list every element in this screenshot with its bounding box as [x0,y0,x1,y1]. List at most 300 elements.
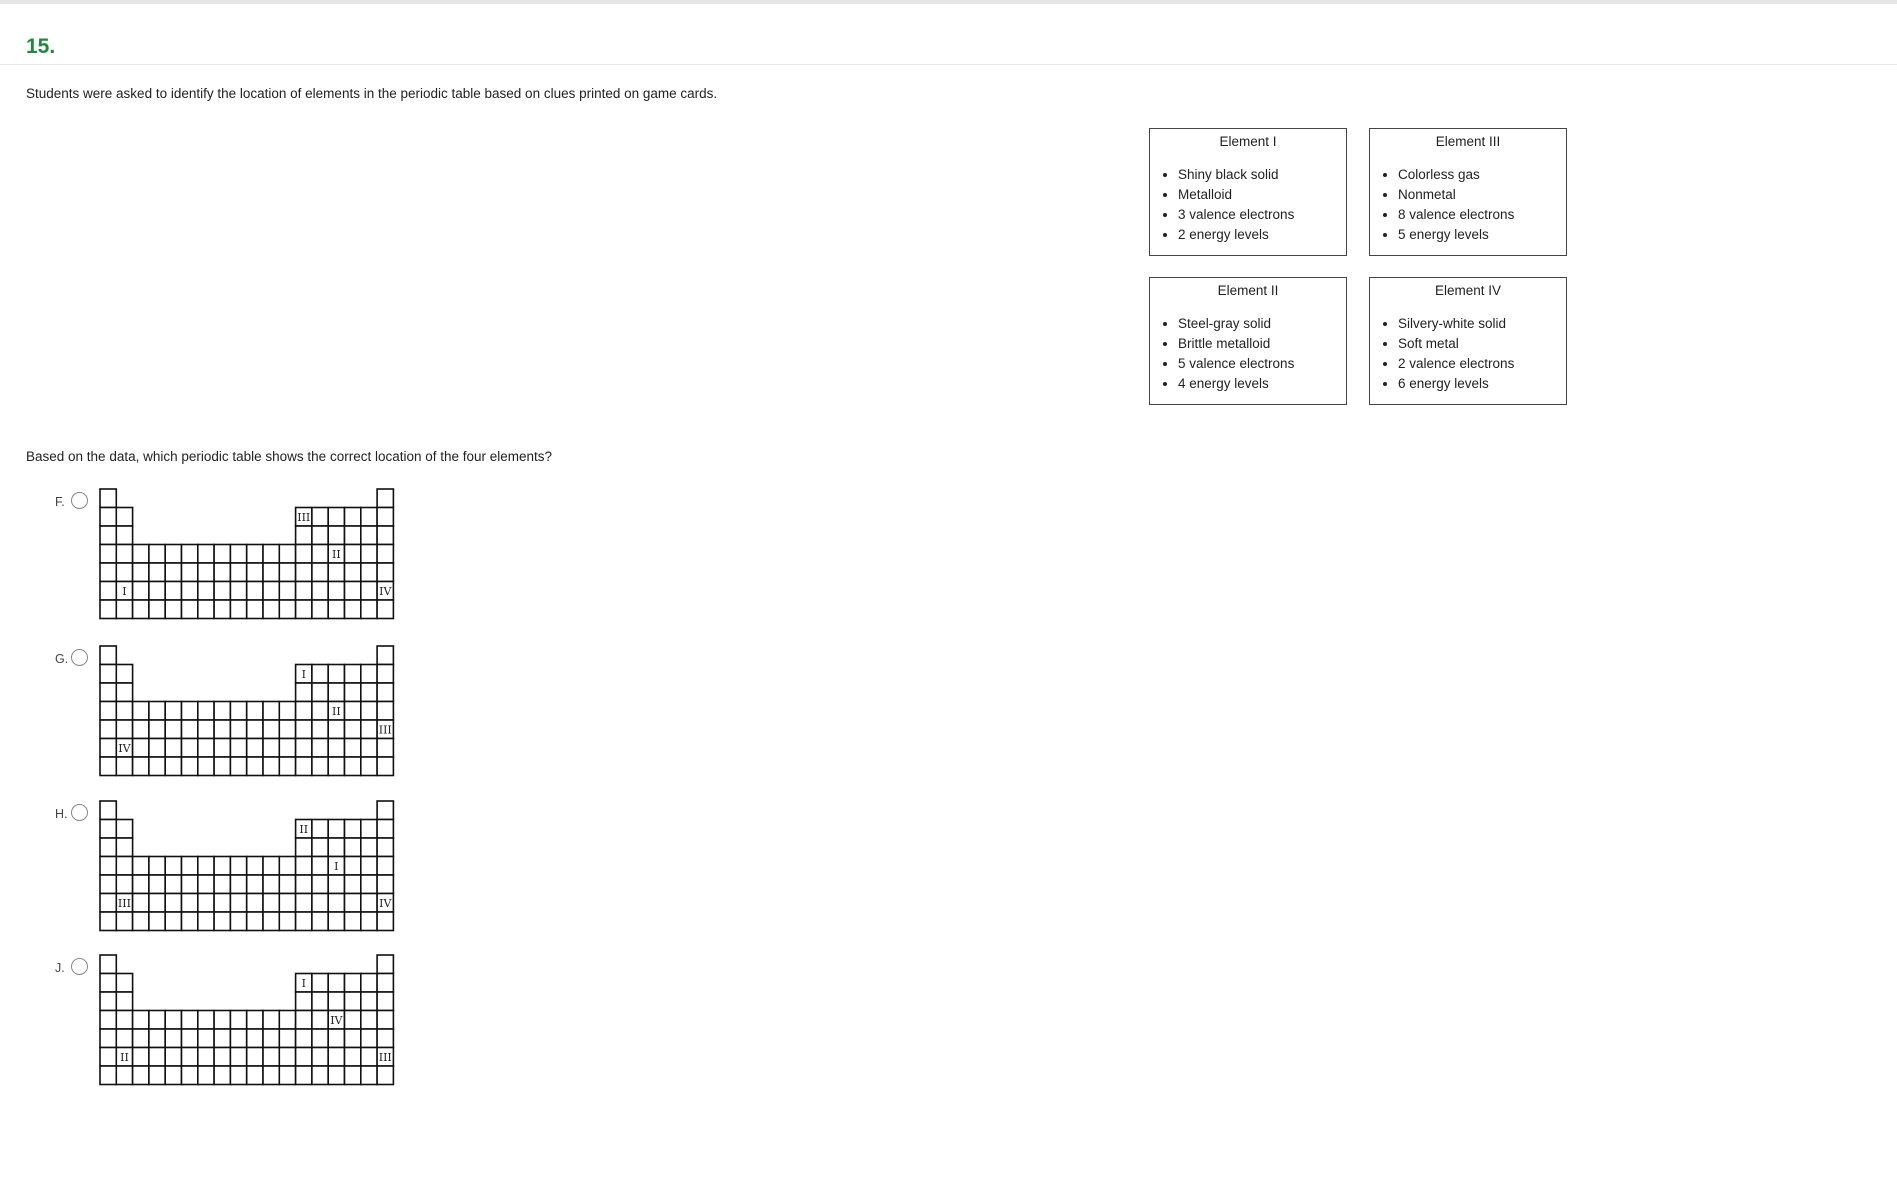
element-cell [312,1048,328,1067]
answer-option-g[interactable] [0,649,420,789]
element-cell [100,683,116,702]
element-cell [149,563,165,582]
element-cell [312,526,328,545]
element-cell [377,801,393,820]
option-letter: F. [55,495,65,509]
element-cell [345,702,361,721]
element-cell [345,720,361,739]
element-cell [361,526,377,545]
element-cell [263,702,279,721]
element-cell [361,912,377,931]
element-cell [100,912,116,931]
element-cell [214,1011,230,1030]
element-cell [247,894,263,913]
element-cell [149,1029,165,1048]
element-cell [361,894,377,913]
element-cell [328,739,344,758]
element-cell [133,600,149,619]
answer-option-j[interactable] [0,958,420,1098]
element-cell [165,1029,181,1048]
element-cell [100,801,116,820]
element-cell [312,894,328,913]
element-cell [214,563,230,582]
element-cell [100,646,116,665]
element-cell [100,955,116,974]
element-cell [116,912,132,931]
element-cell [247,1029,263,1048]
element-cell [377,683,393,702]
card-title: Element III [1435,134,1501,149]
element-cell [165,757,181,776]
element-cell [100,526,116,545]
element-cell [214,894,230,913]
element-cell [377,838,393,857]
element-cell [214,1066,230,1085]
element-cell [214,875,230,894]
element-cell [133,1029,149,1048]
element-cell [361,720,377,739]
element-cell [377,600,393,619]
element-cell [377,739,393,758]
element-cell [214,545,230,564]
element-cell [377,912,393,931]
element-cell [296,600,312,619]
element-cell [328,757,344,776]
element-cell [296,838,312,857]
element-cell [116,526,132,545]
element-cell [182,1029,198,1048]
element-cell [328,720,344,739]
element-cell [345,582,361,601]
element-cell [377,1066,393,1085]
element-cell [182,912,198,931]
element-cell [279,702,295,721]
element-cell [328,665,344,684]
element-cell [296,739,312,758]
element-cell [182,1048,198,1067]
element-cell [198,1011,214,1030]
element-cell [100,600,116,619]
element-cell [230,1048,246,1067]
element-cell [214,600,230,619]
element-cell [263,757,279,776]
element-cell [345,912,361,931]
element-label: I [334,859,339,873]
element-cell [198,545,214,564]
element-cell [198,1029,214,1048]
element-cell [328,912,344,931]
element-cell [198,702,214,721]
element-cell [312,875,328,894]
element-cell [116,1029,132,1048]
element-cell [345,508,361,527]
element-cell [263,1066,279,1085]
element-cell [149,912,165,931]
element-cell [377,702,393,721]
element-cell [263,545,279,564]
element-cell [296,894,312,913]
card-clue-list [1370,165,1566,245]
element-cell [182,739,198,758]
element-cell [361,992,377,1011]
question-prompt: Based on the data, which periodic table shows the correct location of the four elements? [26,449,553,464]
radio-button[interactable] [71,958,88,975]
element-cell [377,955,393,974]
element-cell [100,508,116,527]
element-cell [263,582,279,601]
top-divider [0,0,1897,4]
element-cell [100,1048,116,1067]
element-cell [198,757,214,776]
answer-option-f[interactable] [0,492,420,632]
element-label: II [331,704,341,718]
element-cell [198,1066,214,1085]
element-cell [345,1048,361,1067]
periodic-table-diagram [98,953,398,1088]
element-cell [116,974,132,993]
element-cell [361,683,377,702]
element-cell [296,526,312,545]
element-cell [133,857,149,876]
element-cell [377,545,393,564]
element-card-iii [1369,128,1567,256]
element-cell [116,857,132,876]
element-label: III [297,510,311,524]
element-cell [165,894,181,913]
element-cell [247,545,263,564]
element-cell [263,739,279,758]
element-cell [312,720,328,739]
card-clue: • Brittle metalloid [1178,334,1346,354]
element-cell [377,665,393,684]
element-cell [100,582,116,601]
element-label: I [122,584,127,598]
element-cell [279,757,295,776]
element-cell [165,1066,181,1085]
element-cell [296,875,312,894]
element-cell [116,720,132,739]
element-cell [133,1066,149,1085]
element-cell [345,545,361,564]
element-cell [116,1011,132,1030]
element-label: IV [379,584,392,598]
element-cell [133,582,149,601]
element-cell [165,563,181,582]
element-cell [279,582,295,601]
element-cell [377,1029,393,1048]
element-card-ii [1149,277,1347,405]
element-cell [312,665,328,684]
element-cell [230,857,246,876]
question-stem: Students were asked to identify the location of elements in the periodic table based on clues printed on game cards. [26,86,718,101]
element-cell [361,600,377,619]
card-clue: • Soft metal [1398,334,1566,354]
element-cell [116,600,132,619]
element-cell [100,1029,116,1048]
element-cell [149,600,165,619]
element-cell [100,757,116,776]
element-cell [377,526,393,545]
element-cell [361,838,377,857]
element-cell [279,720,295,739]
element-cell [214,912,230,931]
element-cell [230,875,246,894]
element-cell [133,875,149,894]
card-title: Element I [1219,134,1277,149]
element-cell [230,739,246,758]
element-cell [345,894,361,913]
element-cell [328,563,344,582]
element-cell [149,894,165,913]
element-cell [133,720,149,739]
element-cell [312,757,328,776]
element-cell [312,992,328,1011]
element-cell [345,838,361,857]
element-label: I [301,976,306,990]
answer-option-h[interactable] [0,804,420,944]
element-cell [133,702,149,721]
element-cell [247,1066,263,1085]
element-cell [263,875,279,894]
element-cell [198,912,214,931]
element-cell [214,720,230,739]
element-cell [263,563,279,582]
element-cell [182,1066,198,1085]
element-cell [279,1011,295,1030]
element-cell [230,720,246,739]
element-cell [165,912,181,931]
element-label: IV [118,741,131,755]
element-cell [100,820,116,839]
element-cell [149,857,165,876]
element-cell [263,1011,279,1030]
element-cell [296,563,312,582]
element-cell [328,992,344,1011]
element-cell [214,702,230,721]
card-clue-list [1150,165,1346,245]
card-clue-list [1370,314,1566,394]
element-cell [116,875,132,894]
element-cell [296,912,312,931]
element-cell [345,600,361,619]
element-cell [377,820,393,839]
element-cell [116,508,132,527]
periodic-table-diagram [98,799,398,934]
element-cell [149,702,165,721]
element-cell [328,1048,344,1067]
option-letter: J. [55,961,65,975]
element-cell [361,508,377,527]
element-cell [361,1011,377,1030]
element-cell [312,820,328,839]
element-cell [116,838,132,857]
element-cell [247,1048,263,1067]
element-cell [100,739,116,758]
radio-button[interactable] [71,649,88,666]
element-cell [100,665,116,684]
element-cell [361,820,377,839]
element-cell [361,739,377,758]
element-cell [361,702,377,721]
element-cell [361,1066,377,1085]
element-cell [279,894,295,913]
element-cell [230,894,246,913]
element-cell [116,545,132,564]
element-label: II [299,822,309,836]
element-cell [214,582,230,601]
element-cell [100,875,116,894]
radio-button[interactable] [71,492,88,509]
element-cell [328,875,344,894]
element-cell [116,757,132,776]
periodic-table-diagram [98,487,398,622]
element-cell [279,545,295,564]
element-cell [312,739,328,758]
element-cell [198,582,214,601]
element-cell [182,582,198,601]
element-cell [149,1066,165,1085]
element-cell [182,875,198,894]
element-cell [100,838,116,857]
card-clue: • 8 valence electrons [1398,205,1566,225]
card-title: Element II [1217,283,1279,298]
card-clue: • 4 energy levels [1178,374,1346,394]
element-cell [100,974,116,993]
card-clue: • 6 energy levels [1398,374,1566,394]
element-cell [361,665,377,684]
element-cell [165,857,181,876]
element-cell [247,702,263,721]
element-cell [133,563,149,582]
card-clue-list [1150,314,1346,394]
element-cell [165,720,181,739]
element-cell [312,1011,328,1030]
element-cell [165,739,181,758]
element-cell [247,857,263,876]
element-cell [312,683,328,702]
element-cell [230,702,246,721]
element-cell [214,757,230,776]
element-cell [165,1048,181,1067]
element-cell [133,1011,149,1030]
element-cell [361,545,377,564]
element-label: II [331,547,341,561]
radio-button[interactable] [71,804,88,821]
element-cell [165,875,181,894]
card-clue: • Metalloid [1178,185,1346,205]
element-cell [247,1011,263,1030]
element-label: IV [379,896,392,910]
element-cell [230,1011,246,1030]
element-cell [116,563,132,582]
element-cell [165,1011,181,1030]
element-cell [263,912,279,931]
element-cell [247,582,263,601]
element-cell [214,1048,230,1067]
element-cell [377,563,393,582]
card-clue: • 3 valence electrons [1178,205,1346,225]
element-cell [116,1066,132,1085]
element-cell [279,739,295,758]
element-cell [377,992,393,1011]
element-cell [312,912,328,931]
element-cell [345,739,361,758]
element-label: III [378,723,392,737]
element-cell [279,563,295,582]
element-cell [345,820,361,839]
element-cell [133,1048,149,1067]
element-cell [116,820,132,839]
element-cell [247,757,263,776]
element-cell [133,739,149,758]
element-cell [377,757,393,776]
element-cell [100,1066,116,1085]
element-cell [279,875,295,894]
element-cell [296,1029,312,1048]
element-cell [296,1011,312,1030]
element-cell [198,720,214,739]
element-cell [116,702,132,721]
element-cell [263,720,279,739]
element-cell [312,702,328,721]
element-cell [182,545,198,564]
element-cell [198,1048,214,1067]
element-cell [182,720,198,739]
element-cell [279,912,295,931]
element-cell [116,665,132,684]
element-cell [133,912,149,931]
question-number: 15. [26,35,56,58]
element-cell [100,702,116,721]
element-cell [361,1048,377,1067]
element-cell [377,489,393,508]
element-cell [100,563,116,582]
element-cell [377,857,393,876]
element-cell [149,1011,165,1030]
element-cell [361,857,377,876]
option-letter: H. [55,807,68,821]
element-cell [345,875,361,894]
element-cell [230,1066,246,1085]
element-cell [328,582,344,601]
element-cell [198,739,214,758]
element-cell [279,1029,295,1048]
element-card-iv [1369,277,1567,405]
element-cell [345,1066,361,1085]
element-cell [100,489,116,508]
element-cell [361,1029,377,1048]
element-cell [100,720,116,739]
element-cell [296,1048,312,1067]
element-cell [198,600,214,619]
element-cell [296,1066,312,1085]
element-cell [263,1048,279,1067]
element-cell [296,582,312,601]
element-cell [263,894,279,913]
element-cell [100,992,116,1011]
element-label: II [120,1050,129,1064]
element-cell [377,646,393,665]
element-cell [182,757,198,776]
element-cell [230,582,246,601]
element-cell [279,1048,295,1067]
element-cell [312,563,328,582]
card-clue: • Steel-gray solid [1178,314,1346,334]
element-cell [345,1011,361,1030]
element-cell [165,702,181,721]
element-cell [149,739,165,758]
card-clue: • 2 energy levels [1178,225,1346,245]
